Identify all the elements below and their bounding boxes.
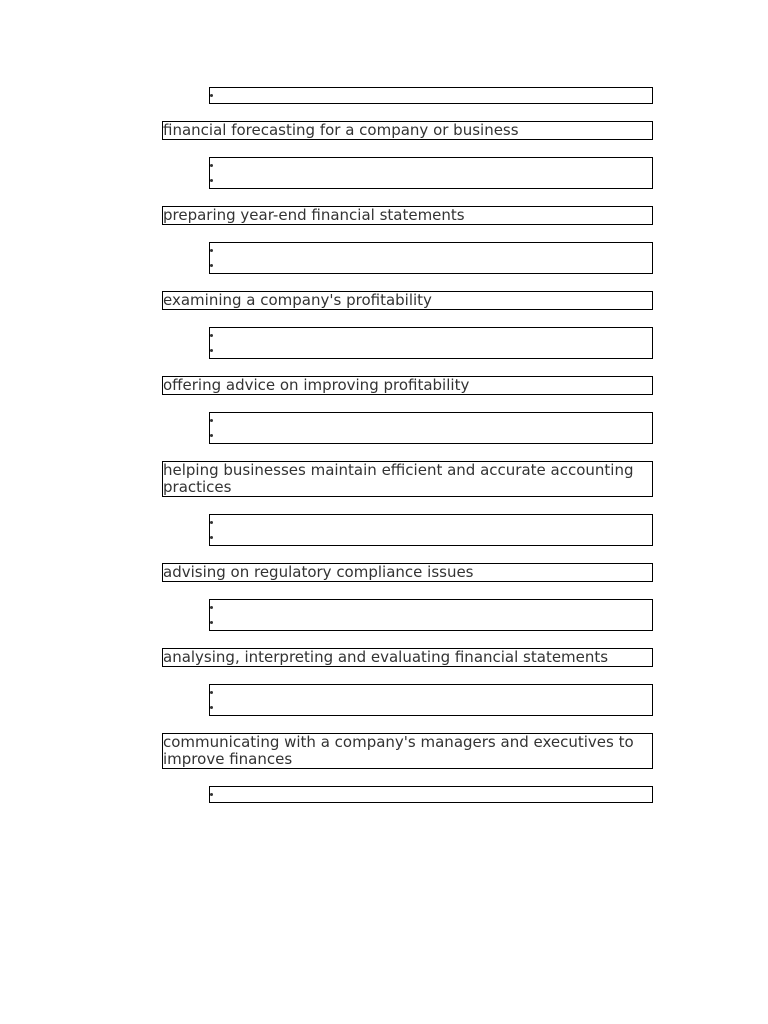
document-body xyxy=(162,87,653,803)
bullet-item xyxy=(210,700,652,715)
duty-item: examining a company's profitability xyxy=(162,291,653,310)
duty-item: helping businesses maintain efficient and accurate accounting practices xyxy=(162,461,653,497)
bullet-item xyxy=(210,515,652,530)
bullet-item xyxy=(210,787,652,802)
empty-bullet-list xyxy=(209,327,653,359)
empty-bullet-list xyxy=(209,87,653,104)
bullet-item xyxy=(210,600,652,615)
duty-item: communicating with a company's managers and executives to improve finances xyxy=(162,733,653,769)
bullet-item xyxy=(210,258,652,273)
duty-item: analysing, interpreting and evaluating financial statements xyxy=(162,648,653,667)
empty-bullet-list xyxy=(209,684,653,716)
bullet-item xyxy=(210,615,652,630)
empty-bullet-list xyxy=(209,514,653,546)
duty-item: preparing year-end financial statements xyxy=(162,206,653,225)
bullet-item xyxy=(210,428,652,443)
bullet-item xyxy=(210,530,652,545)
bullet-item xyxy=(210,685,652,700)
duty-item: financial forecasting for a company or business xyxy=(162,121,653,140)
duty-item: offering advice on improving profitability xyxy=(162,376,653,395)
bullet-item xyxy=(210,328,652,343)
empty-bullet-list xyxy=(209,242,653,274)
empty-bullet-list xyxy=(209,412,653,444)
duty-item: advising on regulatory compliance issues xyxy=(162,563,653,582)
bullet-item xyxy=(210,413,652,428)
empty-bullet-list xyxy=(209,599,653,631)
bullet-item xyxy=(210,343,652,358)
empty-bullet-list xyxy=(209,157,653,189)
bullet-item xyxy=(210,88,652,103)
bullet-item xyxy=(210,243,652,258)
empty-bullet-list xyxy=(209,786,653,803)
bullet-item xyxy=(210,173,652,188)
bullet-item xyxy=(210,158,652,173)
